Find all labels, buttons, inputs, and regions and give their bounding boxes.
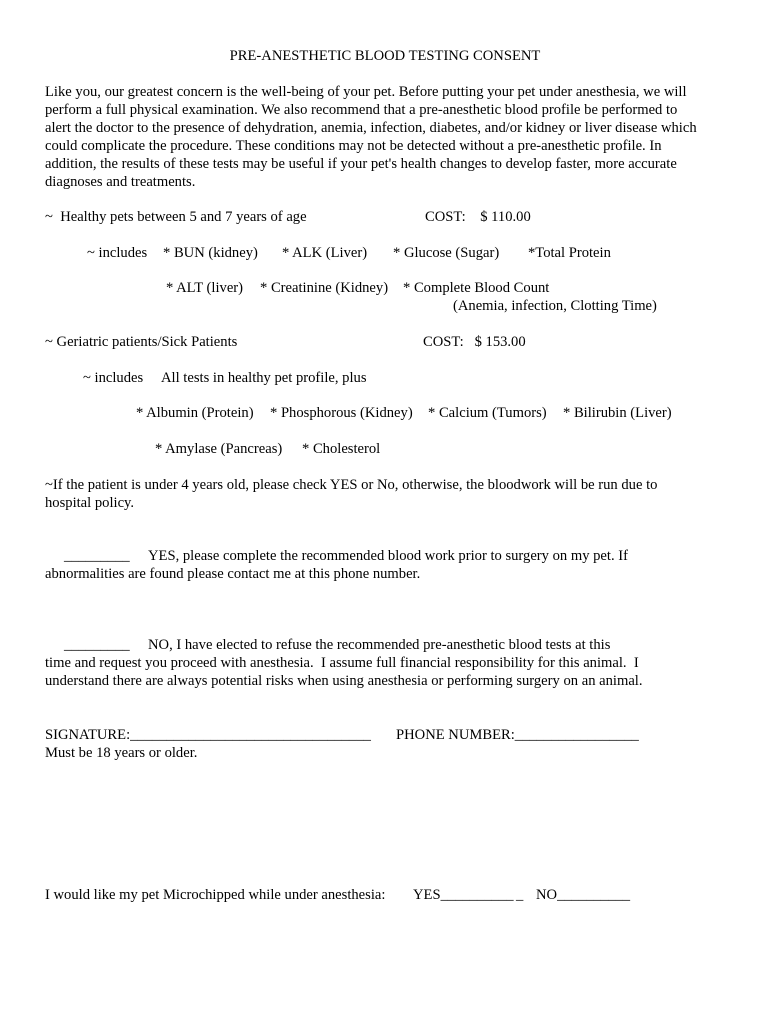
age-requirement-note: Must be 18 years or older. <box>45 745 198 761</box>
yes-check-blank[interactable]: _________ <box>64 548 130 564</box>
microchip-yes-tail: _ <box>516 887 524 903</box>
intro-line: addition, the results of these tests may be useful if your pet's health changes to develop faster, more accurate <box>45 156 677 172</box>
microchip-question: I would like my pet Microchipped while under anesthesia: <box>45 887 386 903</box>
page-title: PRE-ANESTHETIC BLOOD TESTING CONSENT <box>229 48 541 64</box>
signature-field[interactable]: SIGNATURE:_________________________________ <box>45 727 371 743</box>
healthy-pets-cost: COST: $ 110.00 <box>425 209 531 225</box>
geriatric-includes-text: All tests in healthy pet profile, plus <box>161 370 367 386</box>
test-item: * Albumin (Protein) <box>136 405 254 421</box>
test-item: * Glucose (Sugar) <box>393 245 500 261</box>
cbc-note: (Anemia, infection, Clotting Time) <box>453 298 657 314</box>
test-item: * ALK (Liver) <box>282 245 368 261</box>
test-item: * ALT (liver) <box>166 280 244 296</box>
intro-line: perform a full physical examination. We also recommend that a pre-anesthetic blood profile be performed to <box>45 102 678 118</box>
under-four-line: ~If the patient is under 4 years old, please check YES or No, otherwise, the bloodwork will be run due to <box>45 477 658 493</box>
phone-number-field[interactable]: PHONE NUMBER:_________________ <box>396 727 639 743</box>
healthy-pets-label: ~ Healthy pets between 5 and 7 years of age <box>45 209 307 225</box>
test-item: * Phosphorous (Kidney) <box>270 405 413 421</box>
geriatric-label: ~ Geriatric patients/Sick Patients <box>45 334 238 350</box>
intro-line: Like you, our greatest concern is the well-being of your pet. Before putting your pet under anesthesia, we will <box>45 84 687 100</box>
test-item: * Complete Blood Count <box>403 280 550 296</box>
test-item: *Total Protein <box>528 245 611 261</box>
yes-option-text: YES, please complete the recommended blood work prior to surgery on my pet. If <box>148 548 628 564</box>
no-option-text: time and request you proceed with anesthesia. I assume full financial responsibility for this animal. I <box>45 655 639 671</box>
test-item: * Cholesterol <box>302 441 381 457</box>
intro-line: diagnoses and treatments. <box>45 174 196 190</box>
no-option-text: NO, I have elected to refuse the recommended pre-anesthetic blood tests at this <box>148 637 611 653</box>
microchip-no-field[interactable]: NO__________ <box>536 887 631 903</box>
healthy-includes-label: ~ includes <box>87 245 148 261</box>
no-option-text: understand there are always potential risks when using anesthesia or performing surgery on an animal. <box>45 673 643 689</box>
under-four-line: hospital policy. <box>45 495 135 511</box>
no-check-blank[interactable]: _________ <box>64 637 130 653</box>
test-item: * Bilirubin (Liver) <box>563 405 672 421</box>
intro-line: alert the doctor to the presence of dehydration, anemia, infection, diabetes, and/or kidney or liver disease which <box>45 120 697 136</box>
under-four-note <box>45 476 735 512</box>
geriatric-cost: COST: $ 153.00 <box>423 334 526 350</box>
geriatric-includes-label: ~ includes <box>83 370 144 386</box>
test-item: * Calcium (Tumors) <box>428 405 547 421</box>
microchip-yes-field[interactable]: YES__________ <box>413 887 514 903</box>
test-item: * BUN (kidney) <box>163 245 258 261</box>
intro-paragraph <box>45 83 735 191</box>
intro-line: could complicate the procedure. These conditions may not be detected without a pre-anesthetic profile. In <box>45 138 662 154</box>
yes-option-text: abnormalities are found please contact me at this phone number. <box>45 566 421 582</box>
test-item: * Amylase (Pancreas) <box>155 441 283 457</box>
test-item: * Creatinine (Kidney) <box>260 280 389 296</box>
